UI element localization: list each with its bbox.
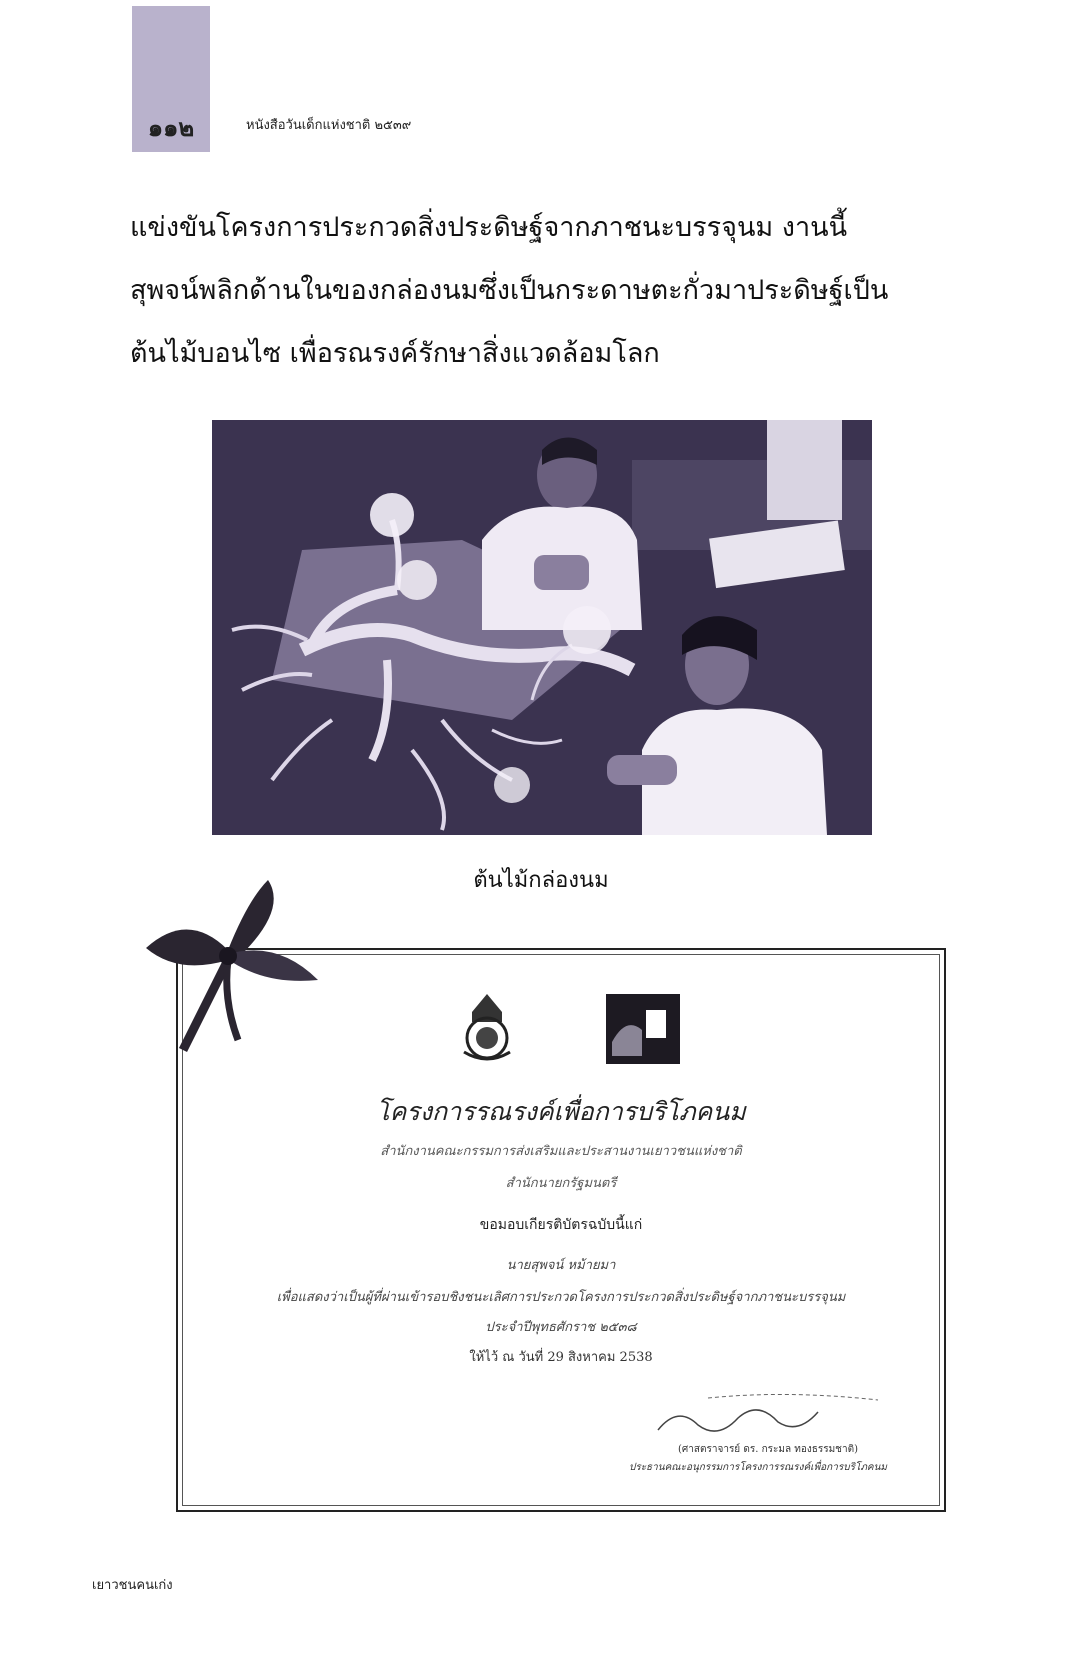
certificate-reason: เพื่อแสดงว่าเป็นผู้ที่ผ่านเข้ารอบชิงชนะเลิศการประกวดโครงการประกวดสิ่งประดิษฐ์จากภาชนะบรรจุนม [276, 1290, 846, 1305]
certificate-signer-position: ประธานคณะอนุกรรมการโครงการรณรงค์เพื่อการบริโภคนม [628, 1462, 888, 1473]
body-line: สุพจน์พลิกด้านในของกล่องนมซึ่งเป็นกระดาษตะกั่วมาประดิษฐ์เป็น [130, 275, 889, 306]
project-logo-icon [606, 994, 680, 1064]
certificate-date: ให้ไว้ ณ วันที่ 29 สิงหาคม 2538 [469, 1350, 653, 1365]
body-paragraph [130, 196, 960, 385]
photo-caption: ต้นไม้กล่องนม [473, 868, 609, 893]
bonsai-photo-illustration [212, 420, 872, 835]
emblem-icon [460, 992, 514, 1064]
page-number: ๑๑๒ [147, 113, 195, 142]
certificate-year: ประจำปีพุทธศักราช ๒๕๓๘ [485, 1320, 637, 1335]
certificate-agency: สำนักงานคณะกรรมการส่งเสริมและประสานงานเยาวชนแห่งชาติ [380, 1144, 742, 1159]
certificate-title: โครงการรณรงค์เพื่อการบริโภคนม [376, 1097, 746, 1126]
certificate-intro: ขอมอบเกียรติบัตรฉบับนี้แก่ [479, 1217, 643, 1233]
footer-text: เยาวชนคนเก่ง [92, 1578, 173, 1593]
body-line: แข่งขันโครงการประกวดสิ่งประดิษฐ์จากภาชนะบรรจุนม งานนี้ [130, 212, 848, 243]
certificate-office: สำนักนายกรัฐมนตรี [505, 1176, 617, 1191]
running-title: หนังสือวันเด็กแห่งชาติ ๒๕๓๙ [246, 118, 412, 133]
ribbon-bow-icon [128, 880, 328, 1060]
signature [648, 1390, 888, 1440]
certificate-recipient: นายสุพจน์ หม้ายมา [506, 1258, 616, 1273]
bonsai-photo [212, 420, 872, 835]
certificate-signer: (ศาสตราจารย์ ดร. กระมล ทองธรรมชาติ) [678, 1444, 858, 1455]
body-line: ต้นไม้บอนไซ เพื่อรณรงค์รักษาสิ่งแวดล้อมโลก [130, 338, 660, 369]
